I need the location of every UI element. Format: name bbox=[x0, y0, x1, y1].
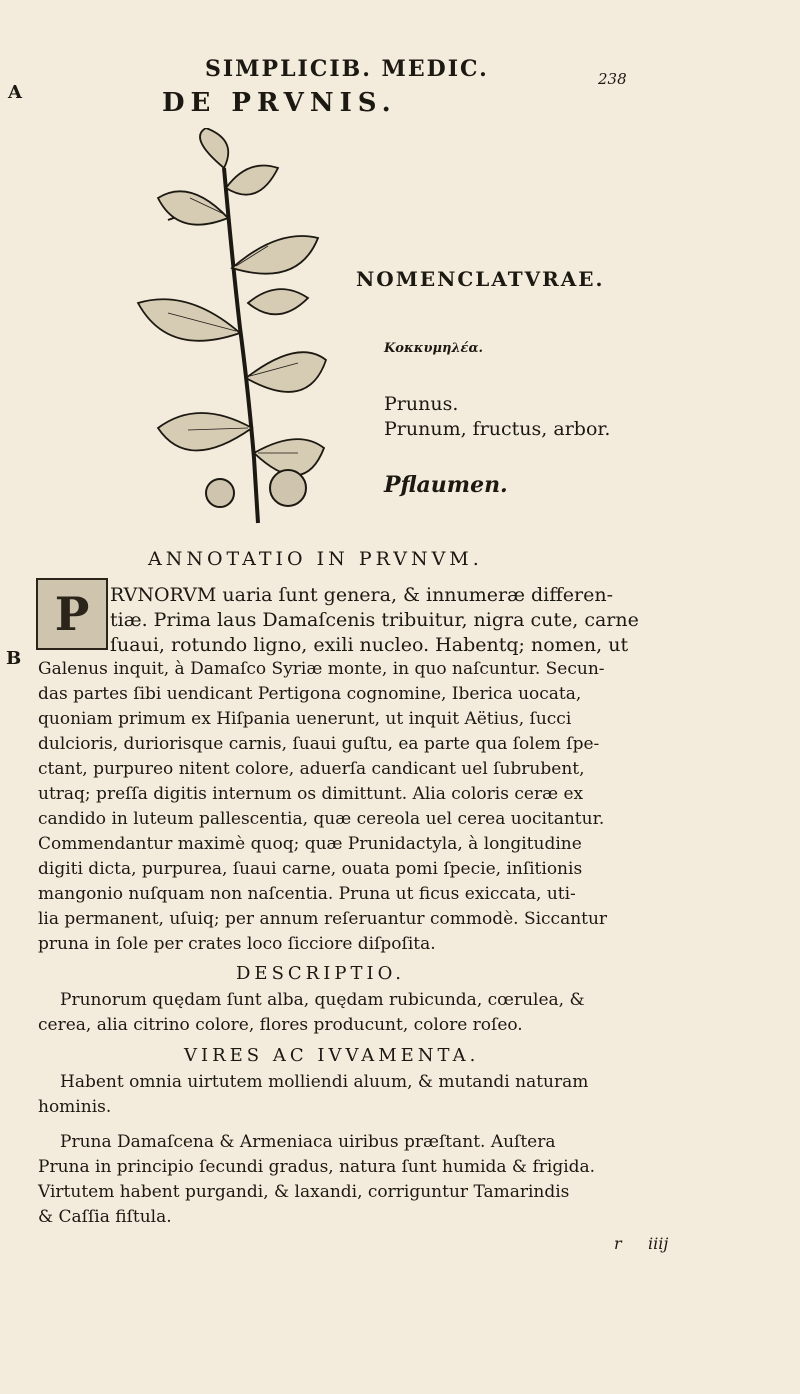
text-line: pruna in ſole per crates loco ſicciore diſpoſita. bbox=[38, 934, 436, 954]
text-line: Commendantur maximè quoq; quæ Prunidactyla, à longitudine bbox=[38, 834, 582, 854]
text-line: cerea, alia citrino colore, flores producunt, colore roſeo. bbox=[38, 1015, 523, 1035]
text-line: mangonio nuſquam non naſcentia. Pruna ut ficus exiccata, uti- bbox=[38, 884, 576, 904]
plum-branch-woodcut bbox=[128, 128, 328, 528]
page-number: 238 bbox=[598, 70, 627, 88]
latin-name: Prunus. bbox=[384, 393, 459, 415]
signature-mark: r bbox=[614, 1234, 622, 1253]
text-line: ſuaui, rotundo ligno, exili nucleo. Habentq; nomen, ut bbox=[110, 634, 629, 656]
text-line: digiti dicta, purpurea, ſuaui carne, ouata pomi ſpecie, inſitionis bbox=[38, 859, 583, 879]
text-line: Galenus inquit, à Damaſco Syriæ monte, in quo naſcuntur. Secun- bbox=[38, 659, 605, 679]
text-line: quoniam primum ex Hiſpania uenerunt, ut inquit Aëtius, ſucci bbox=[38, 709, 572, 729]
margin-letter-b: B bbox=[6, 648, 22, 669]
text-line: ctant, purpureo nitent colore, aduerſa candicant uel ſubrubent, bbox=[38, 759, 585, 779]
text-line: RVNORVM uaria ſunt genera, & innumeræ differen- bbox=[110, 584, 613, 606]
text-line: Virtutem habent purgandi, & laxandi, corriguntur Tamarindis bbox=[38, 1182, 570, 1202]
text-line: dulcioris, duriorisque carnis, ſuaui guſtu, ea parte qua ſolem ſpe- bbox=[38, 734, 600, 754]
text-line: das partes ſibi uendicant Pertigona cognomine, Iberica uocata, bbox=[38, 684, 582, 704]
greek-name: Κοκκυμηλέα. bbox=[384, 341, 483, 356]
running-title: SIMPLICIB. MEDIC. bbox=[205, 56, 489, 82]
latin-name: Prunum, fructus, arbor. bbox=[384, 418, 611, 440]
drop-cap-letter: P bbox=[54, 587, 90, 641]
text-line: Prunorum quędam ſunt alba, quędam rubicunda, cœrulea, & bbox=[60, 990, 585, 1010]
text-line: Pruna in principio ſecundi gradus, natura ſunt humida & frigida. bbox=[38, 1157, 596, 1177]
drop-cap bbox=[36, 578, 108, 650]
margin-letter-a: A bbox=[8, 82, 22, 103]
text-line: Habent omnia uirtutem molliendi aluum, & mutandi naturam bbox=[60, 1072, 589, 1092]
nomenclature-title: NOMENCLATVRAE. bbox=[356, 267, 605, 291]
text-line: tiæ. Prima laus Damaſcenis tribuitur, nigra cute, carne bbox=[110, 609, 639, 631]
descriptio-heading: DESCRIPTIO. bbox=[236, 963, 405, 984]
text-line: Pruna Damaſcena & Armeniaca uiribus præſtant. Auſtera bbox=[60, 1132, 556, 1152]
annotation-title: ANNOTATIO IN PRVNVM. bbox=[148, 548, 483, 570]
text-line: utraq; preſſa digitis internum os dimittunt. Alia coloris ceræ ex bbox=[38, 784, 584, 804]
german-name: Pflaumen. bbox=[384, 472, 508, 498]
folio-mark: iiij bbox=[648, 1234, 669, 1253]
section-title: DE PRVNIS. bbox=[162, 88, 397, 118]
text-line: & Caſſia fiſtula. bbox=[38, 1207, 172, 1227]
text-line: hominis. bbox=[38, 1097, 112, 1117]
text-line: lia permanent, uſuiq; per annum reſeruantur commodè. Siccantur bbox=[38, 909, 608, 929]
text-line: candido in luteum pallescentia, quæ cereola uel cerea uocitantur. bbox=[38, 809, 605, 829]
vires-heading: VIRES AC IVVAMENTA. bbox=[184, 1045, 480, 1066]
